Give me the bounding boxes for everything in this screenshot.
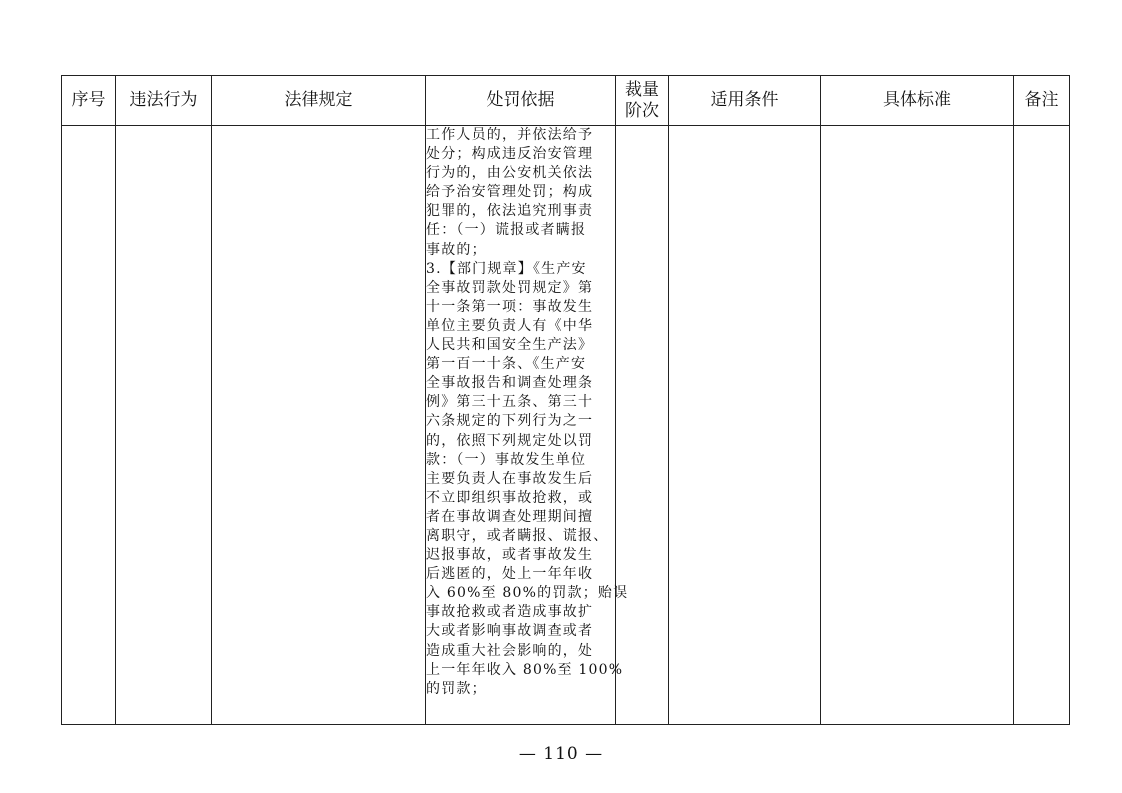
penalty-basis-line: 任：（一）谎报或者瞒报	[426, 222, 587, 239]
penalty-basis-line: 单位主要负责人有《中华	[426, 317, 594, 334]
header-penalty-basis: 处罚依据	[426, 76, 616, 126]
header-degree-line1: 裁量	[625, 79, 659, 100]
penalty-basis-line: 例》第三十五条、第三十	[426, 394, 594, 411]
penalty-basis-line: 全事故报告和调查处理条	[426, 375, 594, 392]
cell-penalty-basis	[426, 126, 629, 725]
cell-discretion-degree	[616, 126, 669, 725]
header-legal-provision: 法律规定	[212, 76, 426, 126]
cell-seq	[62, 126, 116, 725]
header-specific-standard: 具体标准	[821, 76, 1014, 126]
table-row	[62, 126, 1070, 725]
cell-specific-standard	[821, 126, 1014, 725]
penalty-basis-line: 离职守，或者瞒报、谎报、	[426, 527, 609, 544]
header-degree-line2: 阶次	[625, 100, 659, 121]
penalty-basis-line: 的，依照下列规定处以罚	[426, 432, 594, 449]
cell-remarks	[1014, 126, 1070, 725]
cell-legal-provision	[212, 126, 426, 725]
cell-applicable-condition	[669, 126, 821, 725]
penalty-basis-line: 十一条第一项：事故发生	[426, 298, 594, 315]
penalty-basis-line: 行为的，由公安机关依法	[426, 165, 594, 182]
penalty-basis-line: 全事故罚款处罚规定》第	[426, 279, 594, 296]
penalty-basis-line: 造成重大社会影响的，处	[426, 642, 594, 659]
penalty-basis-line: 人民共和国安全生产法》	[426, 337, 594, 354]
penalty-basis-line: 给予治安管理处罚；构成	[426, 184, 594, 201]
header-remarks: 备注	[1014, 76, 1070, 126]
penalty-basis-line: 工作人员的，并依法给予	[426, 127, 594, 143]
header-seq: 序号	[62, 76, 116, 126]
penalty-basis-line: 犯罪的，依法追究刑事责	[426, 203, 594, 220]
penalty-basis-line: 迟报事故，或者事故发生	[426, 547, 594, 564]
penalty-basis-line: 主要负责人在事故发生后	[426, 470, 594, 487]
penalty-basis-line: 者在事故调查处理期间擅	[426, 508, 594, 525]
penalty-basis-line: 入 60%至 80%的罚款；贻误	[426, 585, 629, 602]
penalty-basis-text	[426, 126, 629, 699]
header-discretion-degree	[616, 76, 669, 126]
penalty-basis-line: 后逃匿的，处上一年年收	[426, 566, 594, 583]
penalty-basis-line: 大或者影响事故调查或者	[426, 623, 594, 640]
page-number: — 110 —	[518, 744, 604, 764]
penalty-basis-line: 的罚款；	[426, 680, 487, 697]
penalty-basis-line: 处分；构成违反治安管理	[426, 146, 594, 163]
penalty-basis-line: 事故抢救或者造成事故扩	[426, 604, 594, 621]
penalty-basis-line: 不立即组织事故抢救，或	[426, 489, 594, 506]
penalty-basis-line: 3.【部门规章】《生产安	[426, 260, 587, 277]
header-violation: 违法行为	[116, 76, 212, 126]
penalty-basis-line: 六条规定的下列行为之一	[426, 413, 594, 430]
penalty-basis-line: 上一年年收入 80%至 100%	[426, 661, 624, 678]
penalty-basis-line: 第一百一十条、《生产安	[426, 356, 587, 373]
cell-violation	[116, 126, 212, 725]
table-header-row	[62, 76, 1070, 126]
penalty-basis-line: 事故的；	[426, 241, 487, 258]
penalty-basis-line: 款：（一）事故发生单位	[426, 451, 587, 468]
header-applicable-condition: 适用条件	[669, 76, 821, 126]
penalty-discretion-table	[61, 75, 1070, 725]
